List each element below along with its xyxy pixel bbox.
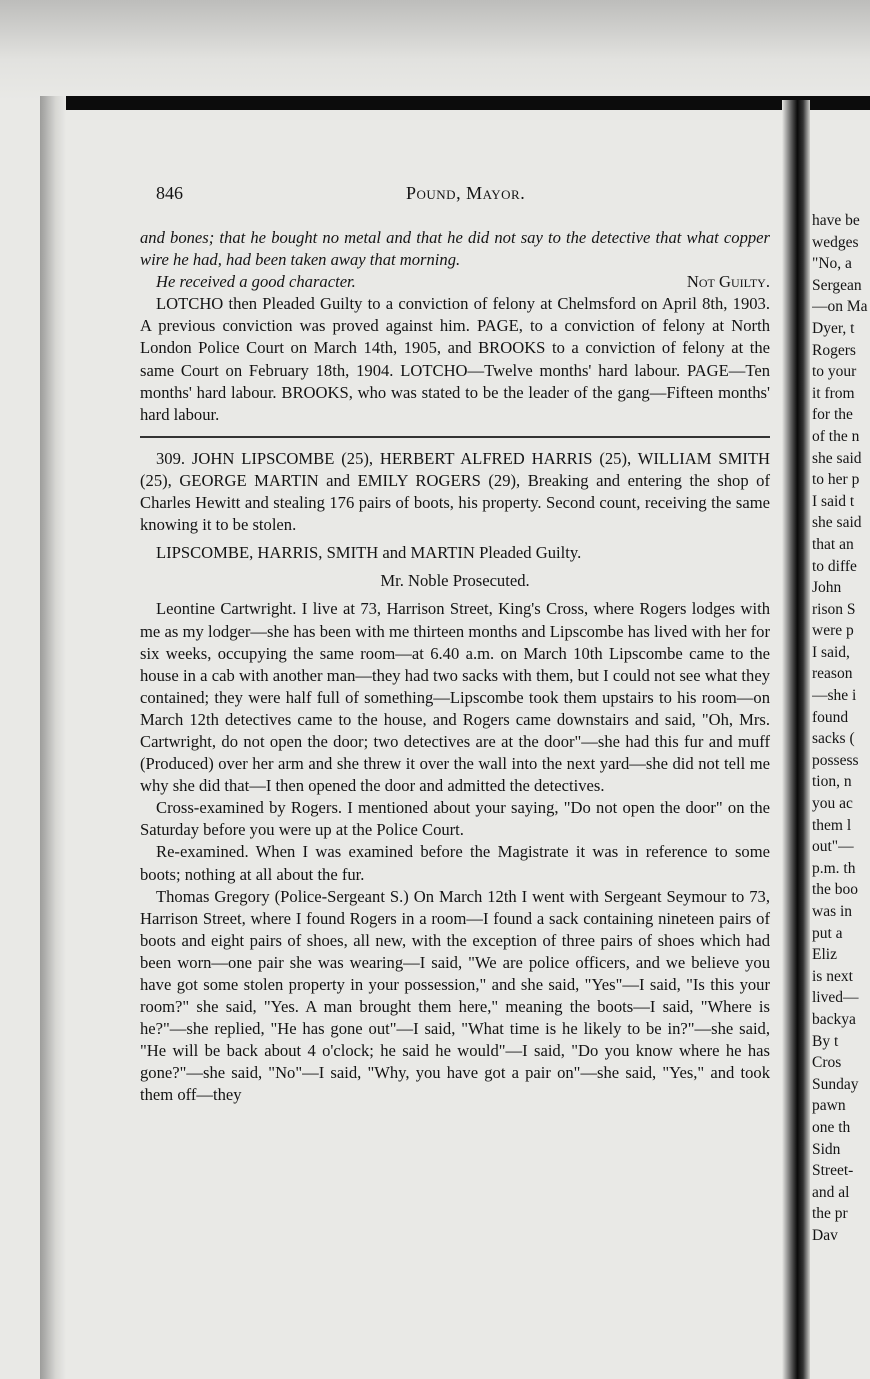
document-page	[140, 175, 770, 1315]
case-heading: 309. JOHN LIPSCOMBE (25), HERBERT ALFRED HARRIS (25), WILLIAM SMITH (25), GEORGE MARTIN and EMILY ROGERS (29), Breaking and entering the shop of Charles Hewitt and stealing 176 pairs of boots, his property. Second count, receiving the same knowing it to be stolen.	[140, 448, 770, 535]
sentences-paragraph: LOTCHO then Pleaded Guilty to a conviction of felony at Chelmsford on April 8th, 1903. A previous conviction was proved against him. PAGE, to a conviction of felony at North London Police Court on March 14th, 1905, and BROOKS to a conviction of felony at the same Court on February 18th, 1904. LOTCHO—Twelve months' hard labour. PAGE—Ten months' hard labour. BROOKS, who was stated to be the leader of the gang—Fifteen months' hard labour.	[140, 294, 770, 424]
case-divider	[140, 436, 770, 438]
facing-page-line: Sunday	[812, 1075, 859, 1093]
page-body	[140, 227, 770, 1107]
facing-page-line: and al	[812, 1183, 850, 1201]
facing-page-line: rison S	[812, 600, 856, 618]
facing-page-line: for the	[812, 406, 853, 424]
page-left-edge-shadow	[40, 96, 66, 1379]
facing-page-line: —on Ma	[812, 298, 868, 316]
re-examination: Re-examined. When I was examined before the Magistrate it was in reference to some boots; nothing at all about the fur.	[140, 842, 770, 884]
facing-page-line: she said	[812, 514, 862, 532]
facing-page-line: to your	[812, 363, 857, 381]
facing-page-line: By t	[812, 1032, 839, 1050]
facing-page-line: "No, a	[812, 255, 852, 273]
book-gutter	[782, 100, 810, 1379]
facing-page-line: tion, n	[812, 773, 852, 791]
scan-top-shadow	[0, 0, 870, 100]
facing-page-line: Sergean	[812, 276, 862, 294]
facing-page-line: to diffe	[812, 557, 857, 575]
facing-page-line: were p	[812, 622, 854, 640]
facing-page-line: them l	[812, 816, 852, 834]
facing-page-line: Cros	[812, 1054, 842, 1072]
facing-page-fragment	[812, 210, 870, 1247]
prior-case-paragraph: and bones; that he bought no metal and that he did not say to the detective that what copper wire he had, had been taken away that morning.	[140, 228, 770, 270]
facing-page-line: it from	[812, 384, 855, 402]
facing-page-line: was in	[812, 903, 853, 920]
facing-page-line: wedges	[812, 233, 859, 251]
facing-page-line: Dyer, t	[812, 319, 855, 337]
facing-page-line: Dav	[812, 1226, 838, 1244]
facing-page-line: p.m. th	[812, 859, 856, 877]
facing-page-line: one th	[812, 1118, 851, 1136]
facing-page-line: have be	[812, 212, 860, 229]
plea-line: LIPSCOMBE, HARRIS, SMITH and MARTIN Pleaded Guilty.	[156, 543, 582, 563]
character-statement: He received a good character.	[156, 272, 356, 292]
page-number: 846	[156, 183, 183, 203]
facing-page-line: I said t	[812, 492, 855, 510]
facing-page-line: lived—	[812, 989, 859, 1007]
character-verdict-line	[140, 271, 770, 293]
verdict: Not Guilty.	[686, 272, 770, 292]
facing-page-line: backya	[812, 1010, 856, 1028]
facing-page-line: you ac	[812, 795, 853, 813]
facing-page-line: —she i	[812, 687, 857, 705]
facing-page-line: found	[812, 708, 849, 726]
facing-page-line: Sidn	[812, 1140, 841, 1158]
facing-page-line: she said	[812, 449, 862, 467]
facing-page-line: I said,	[812, 643, 850, 661]
cross-examination: Cross-examined by Rogers. I mentioned about your saying, "Do not open the door" on the Saturday before you were up at the Police Court.	[140, 798, 770, 840]
facing-page-line: put a	[812, 924, 843, 942]
facing-page-line: sacks (	[812, 730, 855, 748]
facing-page-line: Rogers	[812, 341, 856, 359]
facing-page-line: that an	[812, 535, 854, 553]
facing-page-line: pawn	[812, 1097, 846, 1115]
prosecution-line: Mr. Noble Prosecuted.	[380, 571, 530, 591]
page-top-border	[45, 96, 870, 110]
facing-page-line: possess	[812, 751, 859, 769]
facing-page-line: is next	[812, 967, 853, 985]
facing-page-line: Street-	[812, 1162, 854, 1180]
facing-page-line: to her p	[812, 471, 860, 489]
testimony-gregory: Thomas Gregory (Police-Sergeant S.) On March 12th I went with Sergeant Seymour to 73, Harrison Street, where I found Rogers in a room—I found a sack containing nineteen pairs of boots and eight pairs of shoes, all new, with the exception of three pairs of shoes which had been worn—one pair she was wearing—I said, "We are police officers, and we believe you have got some stolen property in your possession," and she said, "Yes"—I said, "Is this your room?" she said, "Yes. A man brought them here," meaning the boots—I said, "Where is he?"—she replied, "He has gone out"—I said, "What time is he likely to be in?"—she said, "He will be back about 4 o'clock; he said he would"—I said, "Do you know where he has gone?"—she said, "No"—I said, "Why, you have got a pair on"—she said, "Yes," and took them off—they	[140, 886, 770, 1105]
facing-page-line: of the n	[812, 427, 860, 445]
facing-page-line: John	[812, 579, 842, 597]
facing-page-line: the boo	[812, 881, 859, 899]
running-head: Pound, Mayor.	[406, 183, 526, 203]
facing-page-line: reason	[812, 665, 853, 683]
facing-page-line: Eliz	[812, 946, 837, 964]
facing-page-line: the pr	[812, 1205, 848, 1223]
facing-page-line: out"—	[812, 838, 854, 856]
page-header	[156, 183, 756, 213]
testimony-cartwright: Leontine Cartwright. I live at 73, Harrison Street, King's Cross, where Rogers lodges with me as my lodger—she has been with me thirteen months and Lipscombe has lived with her for six weeks, occupying the same room—at 6.40 a.m. on March 10th Lipscombe came to the house in a cab with another man—they had two sacks with them, but I could not see what they contained; they were half full of something—Lipscombe took them upstairs to his room—on March 12th detectives came to the house, and Rogers came downstairs and said, "Oh, Mrs. Cartwright, do not open the door; two detectives are at the door"—she had this fur and muff (Produced) over her arm and she threw it over the wall into the next yard—she did not tell me why she did that—I then opened the door and admitted the detectives.	[140, 599, 770, 796]
